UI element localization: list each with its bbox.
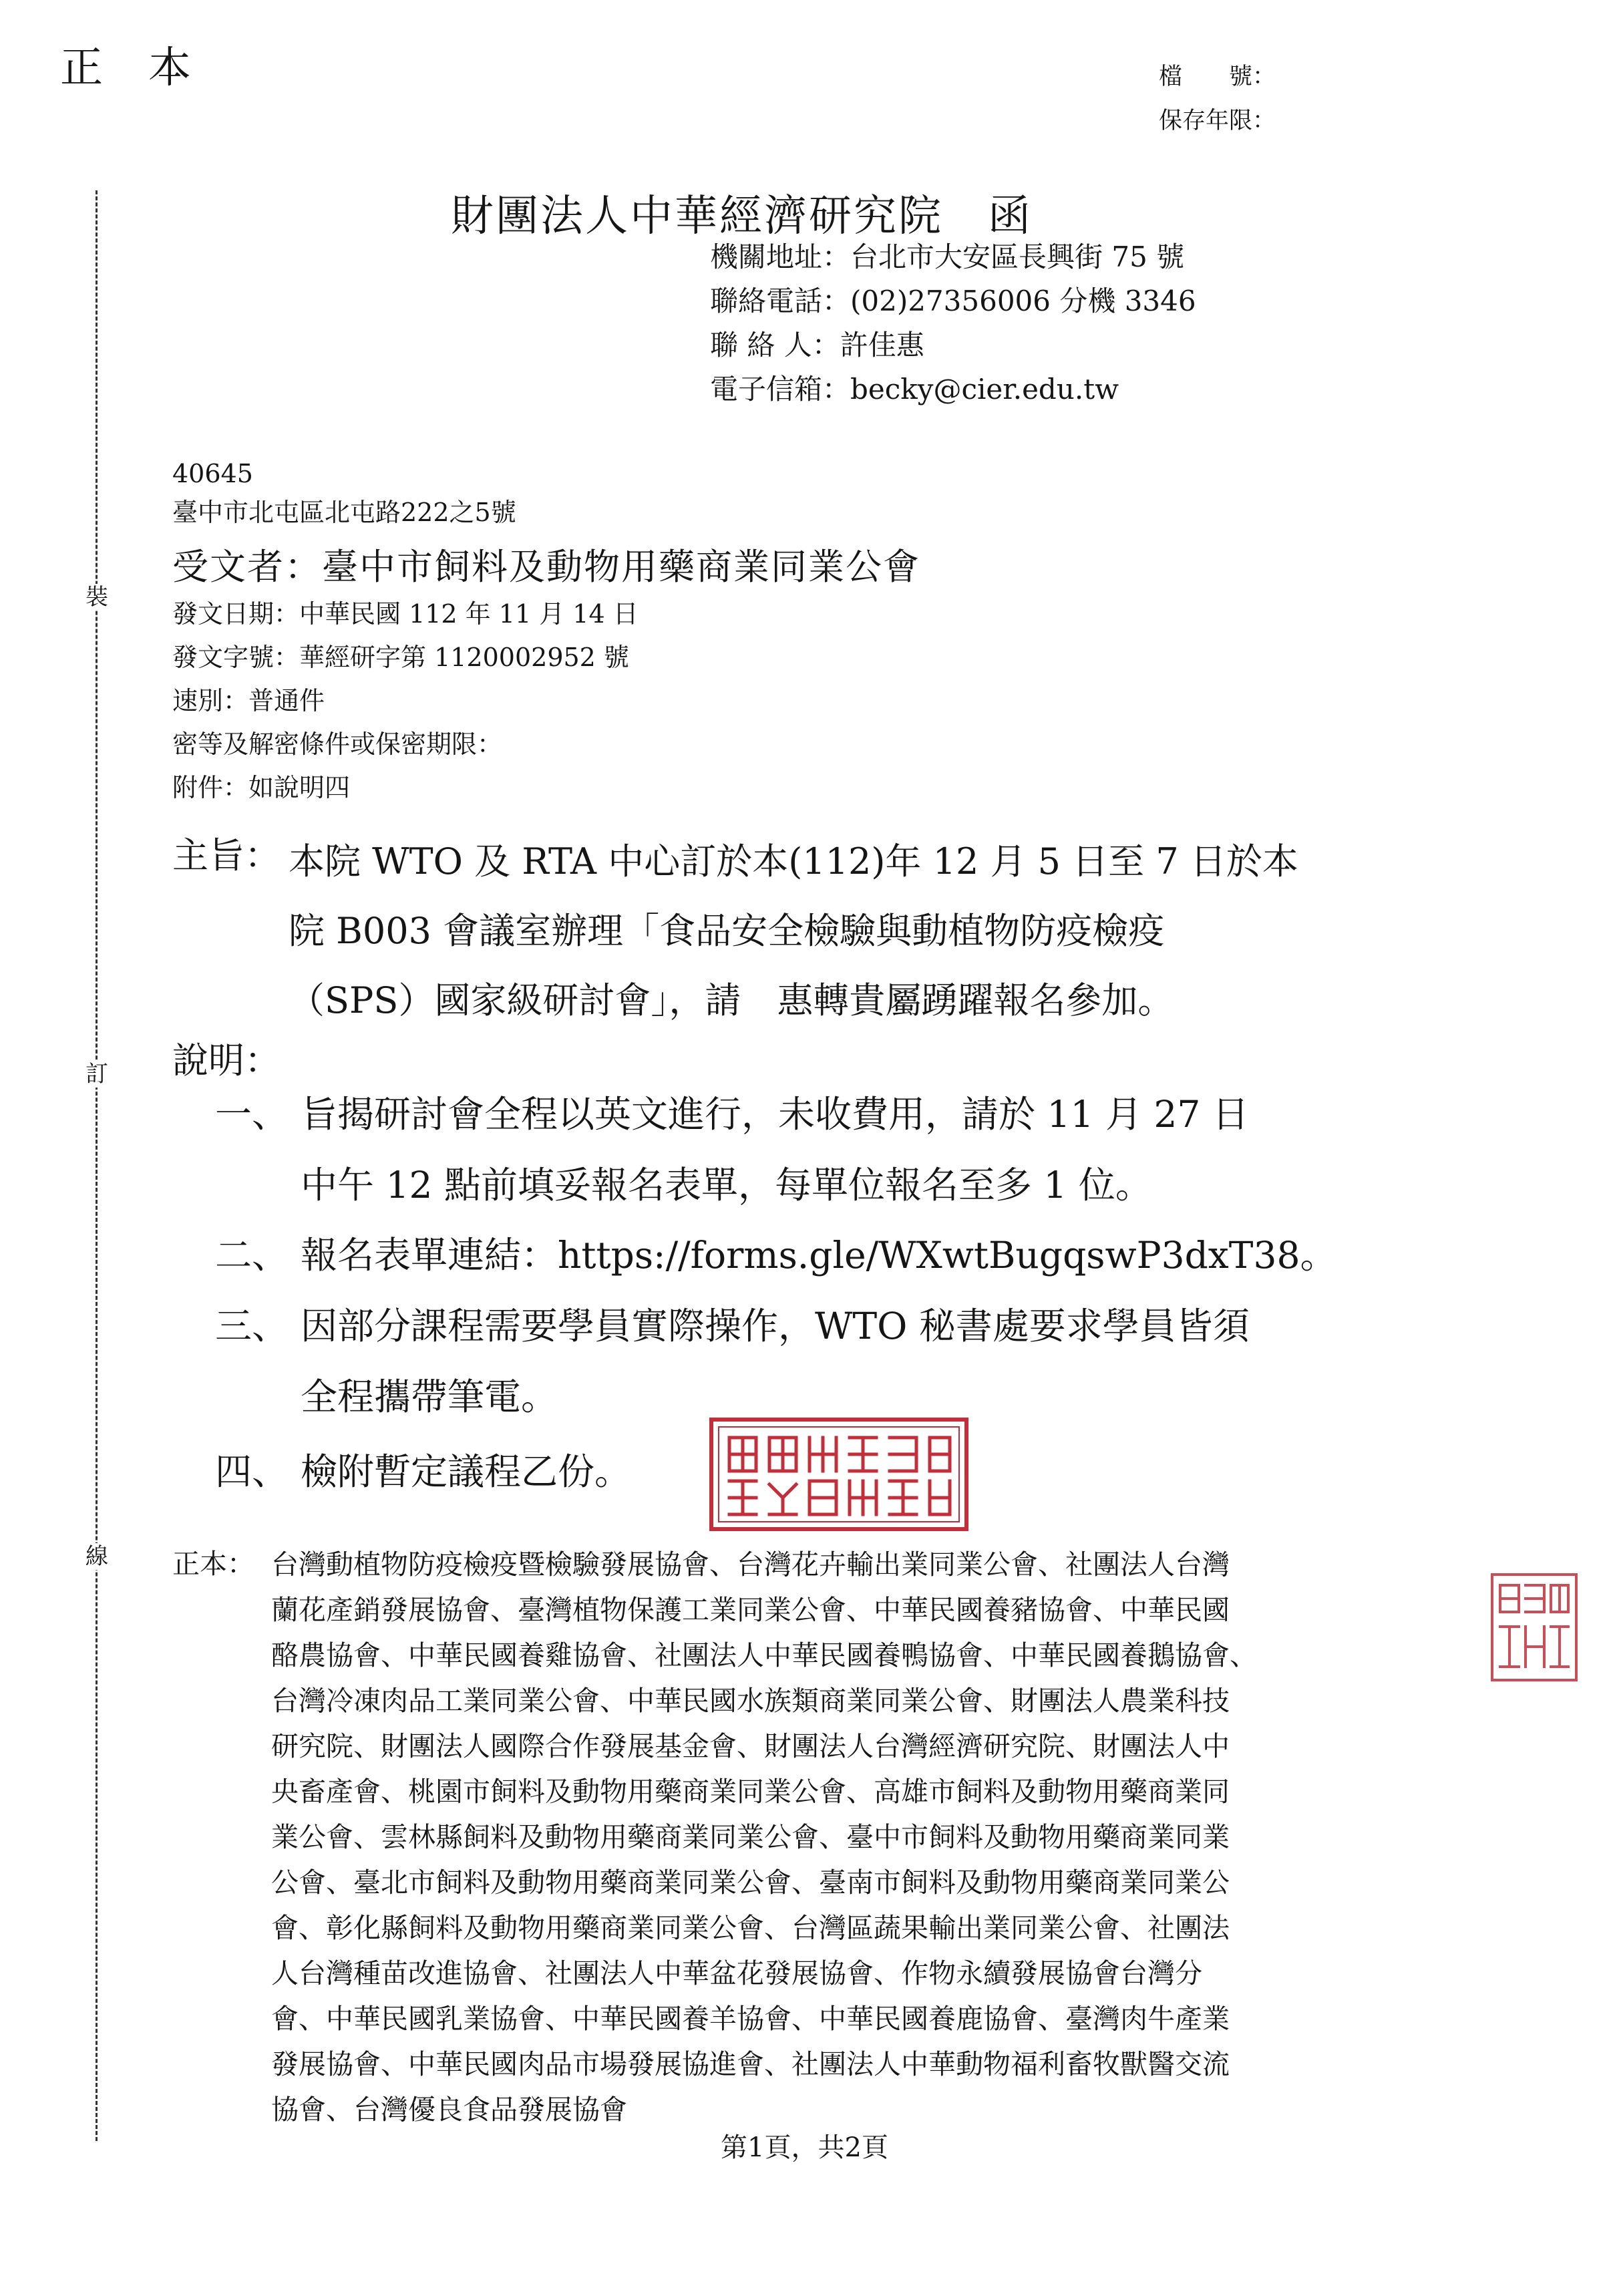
- attachment-note: 附件：如說明四: [172, 773, 351, 802]
- item-number: 四、: [215, 1450, 289, 1493]
- secrecy-level: 密等及解密條件或保密期限：: [172, 729, 503, 759]
- postal-code: 40645: [172, 459, 253, 488]
- document-number: 發文字號：華經研字第 1120002952 號: [172, 643, 629, 672]
- issue-date: 發文日期：中華民國 112 年 11 月 14 日: [172, 599, 639, 629]
- cc-line: 業公會、雲林縣飼料及動物用藥商業同業公會、臺中市飼料及動物用藥商業同業: [271, 1821, 1230, 1853]
- subject-line: 院 B003 會議室辦理「食品安全檢驗與動植物防疫檢疫: [289, 910, 1165, 952]
- cc-line: 會、中華民國乳業協會、中華民國養羊協會、中華民國養鹿協會、臺灣肉牛產業: [271, 2003, 1230, 2035]
- explanation-item-1: [215, 1079, 1249, 1220]
- small-seal: [1491, 1573, 1578, 1681]
- explanation-item-2: [215, 1220, 1336, 1291]
- delivery-speed: 速別：普通件: [172, 686, 325, 715]
- cc-line: 台灣動植物防疫檢疫暨檢驗發展協會、台灣花卉輸出業同業公會、社團法人台灣: [271, 1548, 1230, 1581]
- cc-line: 公會、臺北市飼料及動物用藥商業同業公會、臺南市飼料及動物用藥商業同業公: [271, 1866, 1230, 1899]
- cc-line: 人台灣種苗改進協會、社團法人中華盆花發展協會、作物永續發展協會台灣分: [271, 1957, 1202, 1989]
- subject-line: 本院 WTO 及 RTA 中心訂於本(112)年 12 月 5 日至 7 日於本: [289, 840, 1298, 882]
- cc-list: [271, 1542, 1447, 2132]
- subject-text: [289, 827, 1436, 1035]
- postal-block: [172, 454, 516, 532]
- item-line: 全程攜帶筆電。: [301, 1375, 558, 1418]
- item-line: 中午 12 點前填妥報名表單，每單位報名至多 1 位。: [301, 1164, 1152, 1206]
- item-line: 檢附暫定議程乙份。: [301, 1450, 632, 1493]
- cc-line: 央畜產會、桃園市飼料及動物用藥商業同業公會、高雄市飼料及動物用藥商業同: [271, 1776, 1230, 1808]
- explanation-item-4: [215, 1436, 631, 1507]
- item-number: 一、: [215, 1093, 289, 1136]
- contact-address: 機關地址：台北市大安區長興街 75 號: [710, 240, 1185, 273]
- contact-email: 電子信箱：becky@cier.edu.tw: [710, 373, 1119, 405]
- copy-label: 正本: [60, 43, 236, 93]
- item-number: 二、: [215, 1234, 289, 1277]
- subject-line: （SPS）國家級研討會」，請 惠轉貴屬踴躍報名參加。: [289, 979, 1174, 1021]
- contact-person: 聯 絡 人：許佳惠: [710, 329, 924, 361]
- cc-line: 會、彰化縣飼料及動物用藥商業同業公會、台灣區蔬果輸出業同業公會、社團法: [271, 1912, 1230, 1944]
- official-seal: [709, 1418, 968, 1531]
- cc-line: 發展協會、中華民國肉品市場發展協進會、社團法人中華動物福利畜牧獸醫交流: [271, 2048, 1230, 2080]
- binding-line: [96, 190, 98, 2141]
- file-meta: [1159, 55, 1276, 143]
- document-title: 財團法人中華經濟研究院 函: [451, 192, 1033, 241]
- cc-line: 酪農協會、中華民國養雞協會、社團法人中華民國養鴨協會、中華民國養鵝協會、: [271, 1639, 1257, 1671]
- registration-link[interactable]: 報名表單連結：https://forms.gle/WXwtBugqswP3dxT38。: [301, 1234, 1337, 1277]
- retention-label: 保存年限：: [1159, 108, 1276, 134]
- binding-mark-ding: 訂: [85, 1061, 108, 1088]
- binding-mark-zhuang: 裝: [85, 584, 108, 611]
- cc-line: 協會、台灣優良食品發展協會: [271, 2094, 627, 2126]
- contact-block: [710, 235, 1196, 412]
- cc-line: 研究院、財團法人國際合作發展基金會、財團法人台灣經濟研究院、財團法人中: [271, 1730, 1230, 1762]
- cc-label: 正本：: [172, 1548, 254, 1580]
- cc-line: 蘭花產銷發展協會、臺灣植物保護工業同業公會、中華民國養豬協會、中華民國: [271, 1594, 1230, 1626]
- explanation-label: 說明：: [172, 1039, 281, 1082]
- contact-phone: 聯絡電話：(02)27356006 分機 3346: [710, 285, 1196, 317]
- item-line: 旨揭研討會全程以英文進行，未收費用，請於 11 月 27 日: [301, 1093, 1249, 1136]
- document-meta: [172, 593, 639, 810]
- item-number: 三、: [215, 1305, 289, 1347]
- postal-address: 臺中市北屯區北屯路222之5號: [172, 498, 516, 527]
- file-number-label: 檔 號：: [1159, 63, 1276, 90]
- subject-label: 主旨：: [172, 834, 281, 876]
- page-number: 第1頁，共2頁: [721, 2132, 888, 2163]
- item-line: 因部分課程需要學員實際操作，WTO 秘書處要求學員皆須: [301, 1305, 1250, 1347]
- recipient: 受文者：臺中市飼料及動物用藥商業同業公會: [172, 546, 920, 588]
- cc-line: 台灣冷凍肉品工業同業公會、中華民國水族類商業同業公會、財團法人農業科技: [271, 1685, 1230, 1717]
- binding-mark-xian: 線: [85, 1543, 108, 1570]
- explanation-item-3: [215, 1291, 1250, 1432]
